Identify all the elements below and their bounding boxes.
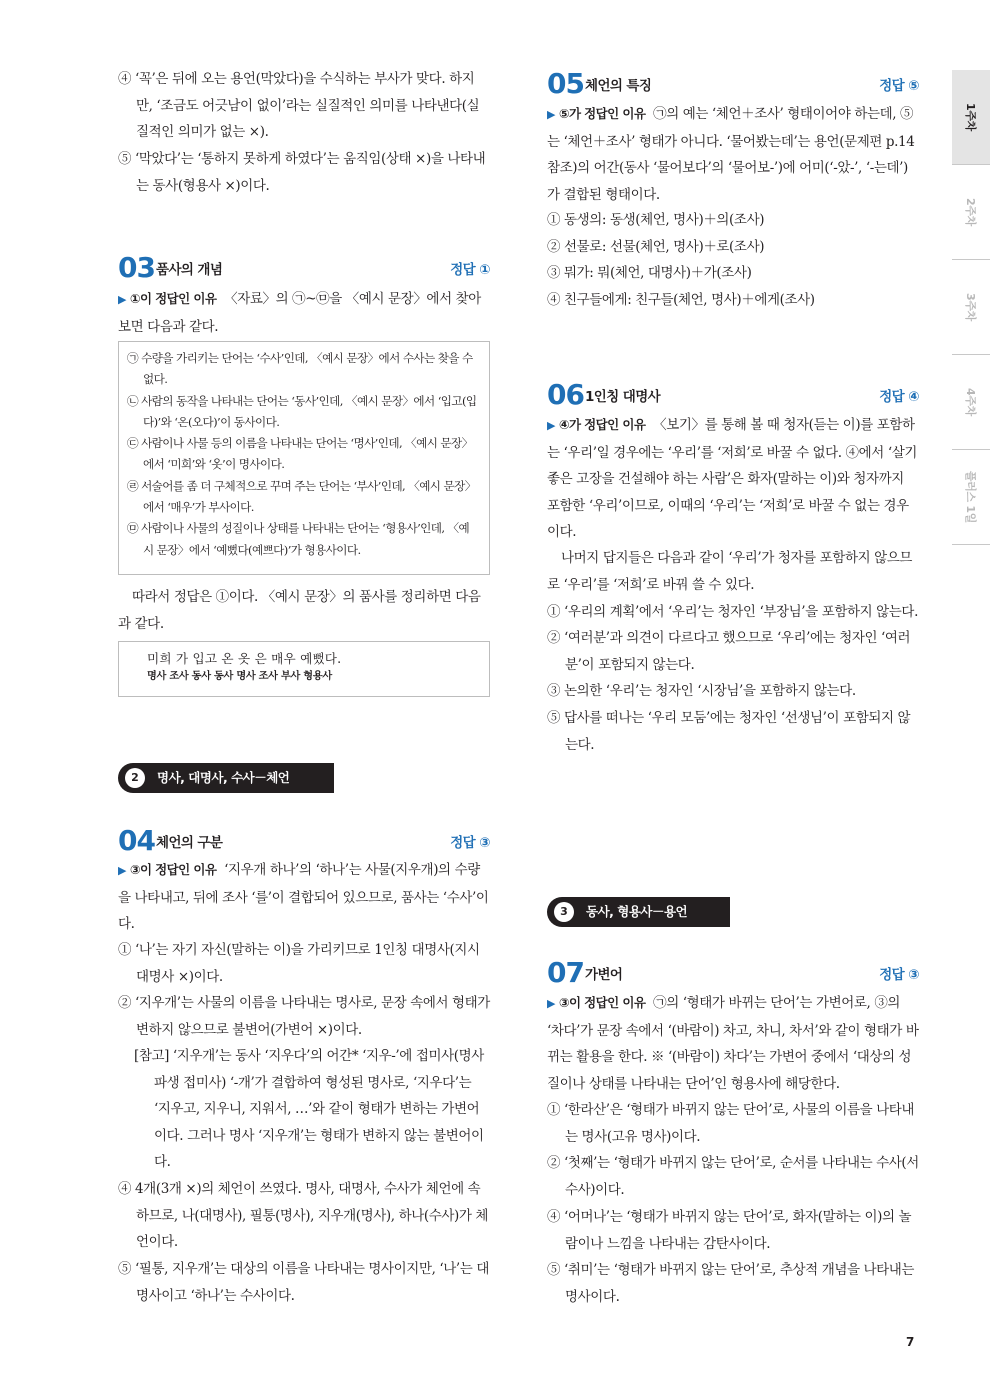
question-number: 06 bbox=[547, 378, 584, 411]
tab-plus-1-day[interactable] bbox=[952, 450, 990, 545]
tab-week-1[interactable] bbox=[952, 70, 990, 165]
concept-item: ㉠ 수량을 가리키는 단어는 ‘수사’인데, 〈예시 문장〉에서 수사는 찾을 수 없다. bbox=[127, 351, 473, 387]
q03-concept-box bbox=[118, 341, 490, 575]
reason-tag: ④가 정답인 이유 bbox=[558, 417, 646, 432]
section-2-badge bbox=[118, 763, 334, 793]
concept-item: ㉡ 사람의 동작을 나타내는 단어는 ‘동사’인데, 〈예시 문장〉에서 ‘입고(입다)’와 ‘온(오다)’이 동사이다. bbox=[127, 393, 477, 429]
question-number: 04 bbox=[118, 824, 155, 857]
q07-item-4: ④ ‘어머나’는 ‘형태가 바뀌지 않는 단어’로, 화자(말하는 이)의 놀람이나 느낌을 나타내는 감탄사이다. bbox=[547, 1209, 912, 1252]
explanation-text: ㉠의 예는 ‘체언＋조사’ 형태이어야 하는데, ⑤는 ‘체언＋조사’ 형태가 아니다. ‘물어봤는데’는 용언(문제편 p.14 참조)의 어간(동사 ‘물어보다’의 ‘물어보-’)에 어미(‘-았-’, ‘-는데’)가 결합된 형태이다. bbox=[547, 106, 915, 203]
question-title: 가변어 bbox=[585, 967, 623, 983]
question-title: 품사의 개념 bbox=[156, 262, 223, 278]
q05-explanation bbox=[547, 101, 919, 208]
reason-tag: ⑤가 정답인 이유 bbox=[558, 106, 646, 121]
q05-item-2: ② 선물로: 선물(체언, 명사)＋로(조사) bbox=[547, 239, 765, 255]
concept-item: ㉢ 사람이나 사물 등의 이름을 나타내는 단어는 ‘명사’인데, 〈예시 문장〉에서 ‘미희’와 ‘옷’이 명사이다. bbox=[127, 436, 473, 472]
explanation-text: ㉠의 ‘형태가 바뀌는 단어’는 가변어로, ③의 ‘차다’가 문장 속에서 ‘(바람이) 차고, 차니, 차서’와 같이 형태가 바뀌는 활용을 한다. ※ ‘(바람이) 차다’는 가변어 중에서 ‘대상의 성질이나 상태를 나타내는 단어’인 형용사에 해당한다. bbox=[547, 995, 919, 1092]
q05-item-1: ① 동생의: 동생(체언, 명사)＋의(조사) bbox=[547, 212, 765, 228]
question-number: 03 bbox=[118, 251, 155, 284]
answer-label: 정답 ③ bbox=[450, 835, 490, 851]
explanation-text: 〈자료〉의 ㉠~㉤을 〈예시 문장〉에서 찾아보면 다음과 같다. bbox=[118, 291, 481, 335]
section-3-badge bbox=[547, 897, 730, 927]
triangle-icon: ▶ bbox=[547, 997, 556, 1010]
answer-label: 정답 ⑤ bbox=[879, 78, 919, 94]
section-title: 명사, 대명사, 수사－체언 bbox=[157, 770, 290, 785]
page-number: 7 bbox=[906, 1335, 915, 1349]
tab-label: 3주차 bbox=[964, 292, 977, 322]
q02-item-4: ④ ‘꼭’은 뒤에 오는 용언(막았다)을 수식하는 부사가 맞다. 하지만, ‘조금도 어긋남이 없이’라는 실질적인 의미를 나타낸다(실질적인 의미가 없는 ×). bbox=[118, 71, 480, 141]
q03-explanation bbox=[118, 286, 490, 340]
q04-heading bbox=[118, 825, 490, 857]
q07-item-2: ② ‘첫째’는 ‘형태가 바뀌지 않는 단어’로, 순서를 나타내는 수사(서수사)이다. bbox=[547, 1155, 919, 1198]
question-number: 05 bbox=[547, 67, 584, 100]
tab-label: 4주차 bbox=[964, 387, 977, 417]
q06-heading bbox=[547, 379, 919, 411]
explanation-text: 〈보기〉를 통해 볼 때 청자(듣는 이)를 포함하는 ‘우리’일 경우에는 ‘우리’를 ‘저희’로 바꿀 수 없다. ④에서 ‘살기 좋은 고장을 건설해야 하는 사람’은 화자(말하는 이)와 청자까지 포함한 ‘우리’이므로, 이때의 ‘우리’는 ‘저희’로 바꿀 수 없는 경우이다. bbox=[547, 417, 917, 541]
q04-explanation bbox=[118, 857, 490, 938]
q03-example-box bbox=[118, 641, 490, 697]
tab-label: 2주차 bbox=[964, 197, 977, 227]
section-title: 동사, 형용사－용언 bbox=[586, 904, 688, 919]
reason-tag: ①이 정답인 이유 bbox=[129, 291, 217, 306]
explanation-text: ‘지우개 하나’의 ‘하나’는 사물(지우개)의 수량을 나타내고, 뒤에 조사 ‘를’이 결합되어 있으므로, 품사는 ‘수사’이다. bbox=[118, 862, 489, 933]
tab-week-3[interactable] bbox=[952, 260, 990, 355]
tab-week-4[interactable] bbox=[952, 355, 990, 450]
q06-item-3: ③ 논의한 ‘우리’는 청자인 ‘시장님’을 포함하지 않는다. bbox=[547, 683, 856, 699]
q05-heading bbox=[547, 68, 919, 100]
reason-tag: ③이 정답인 이유 bbox=[558, 995, 646, 1010]
section-number: 3 bbox=[554, 902, 574, 922]
tab-label: 1주차 bbox=[964, 102, 977, 132]
q05-item-3: ③ 뭐가: 뭐(체언, 대명사)＋가(조사) bbox=[547, 265, 752, 281]
tab-label: 플러스 1일 bbox=[964, 470, 977, 524]
concept-item: ㉤ 사람이나 사물의 성질이나 상태를 나타내는 단어는 ‘형용사’인데, 〈예시 문장〉에서 ‘예뻤다(예쁘다)’가 형용사이다. bbox=[127, 521, 470, 557]
q04-item-5: ⑤ ‘필통, 지우개’는 대상의 이름을 나타내는 명사이지만, ‘나’는 대명사이고 ‘하나’는 수사이다. bbox=[118, 1261, 489, 1304]
answer-label: 정답 ④ bbox=[879, 389, 919, 405]
tab-week-2[interactable] bbox=[952, 165, 990, 260]
q03-conclusion: 따라서 정답은 ①이다. 〈예시 문장〉의 품사를 정리하면 다음과 같다. bbox=[118, 589, 481, 632]
answer-label: 정답 ① bbox=[450, 262, 490, 278]
example-pos-tags: 명사 조사 동사 동사 명사 조사 부사 형용사 bbox=[147, 671, 332, 682]
question-number: 07 bbox=[547, 956, 584, 989]
reason-tag: ③이 정답인 이유 bbox=[129, 862, 217, 877]
question-title: 체언의 특징 bbox=[585, 78, 652, 94]
answer-label: 정답 ③ bbox=[879, 967, 919, 983]
q07-heading bbox=[547, 957, 919, 989]
triangle-icon: ▶ bbox=[118, 293, 127, 306]
triangle-icon: ▶ bbox=[118, 864, 127, 877]
triangle-icon: ▶ bbox=[547, 419, 556, 432]
q06-other-options: 나머지 답지들은 다음과 같이 ‘우리’가 청자를 포함하지 않으므로 ‘우리’를 ‘저희’로 바꿔 쓸 수 있다. bbox=[547, 550, 913, 593]
q02-item-5: ⑤ ‘막았다’는 ‘통하지 못하게 하였다’는 움직임(상태 ×)을 나타내는 동사(형용사 ×)이다. bbox=[118, 151, 486, 194]
q07-item-1: ① ‘한라산’은 ‘형태가 바뀌지 않는 단어’로, 사물의 이름을 나타내는 명사(고유 명사)이다. bbox=[547, 1102, 915, 1145]
concept-item: ㉣ 서술어를 좀 더 구체적으로 꾸며 주는 단어는 ‘부사’인데, 〈예시 문장〉에서 ‘매우’가 부사이다. bbox=[127, 478, 476, 515]
q05-item-4: ④ 친구들에게: 친구들(체언, 명사)＋에게(조사) bbox=[547, 292, 815, 308]
section-number: 2 bbox=[125, 768, 145, 788]
q06-explanation bbox=[547, 412, 919, 546]
example-sentence: 미희 가 입고 온 옷 은 매우 예뻤다. bbox=[147, 651, 342, 666]
q07-item-5: ⑤ ‘취미’는 ‘형태가 바뀌지 않는 단어’로, 추상적 개념을 나타내는 명사이다. bbox=[547, 1262, 915, 1305]
q03-heading bbox=[118, 252, 490, 284]
q04-item-1: ① ‘나’는 자기 자신(말하는 이)을 가리키므로 1인칭 대명사(지시 대명사 ×)이다. bbox=[118, 942, 480, 985]
question-title: 1인칭 대명사 bbox=[585, 389, 661, 405]
q06-item-5: ⑤ 답사를 떠나는 ‘우리 모둠’에는 청자인 ‘선생님’이 포함되지 않는다. bbox=[547, 710, 911, 753]
q06-item-1: ① ‘우리의 계획’에서 ‘우리’는 청자인 ‘부장님’을 포함하지 않는다. bbox=[547, 604, 918, 620]
q04-reference-note: [참고] ‘지우개’는 동사 ‘지우다’의 어간* ‘지우-’에 접미사(명사 파생 접미사) ‘-개’가 결합하여 형성된 명사로, ‘지우다’는 ‘지우고, 지우니, 지워서, …’와 같이 형태가 변하는 가변어이다. 그러나 명사 ‘지우개’는 형태가 변하지 않는 불변어이다. bbox=[134, 1048, 484, 1171]
triangle-icon: ▶ bbox=[547, 108, 556, 121]
question-title: 체언의 구분 bbox=[156, 835, 223, 851]
q07-explanation bbox=[547, 990, 919, 1097]
q04-item-4: ④ 4개(3개 ×)의 체언이 쓰였다. 명사, 대명사, 수사가 체언에 속하므로, 나(대명사), 필통(명사), 지우개(명사), 하나(수사)가 체언이다. bbox=[118, 1181, 489, 1251]
q06-item-2: ② ‘여러분’과 의견이 다르다고 했으므로 ‘우리’에는 청자인 ‘여러분’이 포함되지 않는다. bbox=[547, 630, 911, 673]
q04-item-2: ② ‘지우개’는 사물의 이름을 나타내는 명사로, 문장 속에서 형태가 변하지 않으므로 불변어(가변어 ×)이다. bbox=[118, 995, 490, 1038]
